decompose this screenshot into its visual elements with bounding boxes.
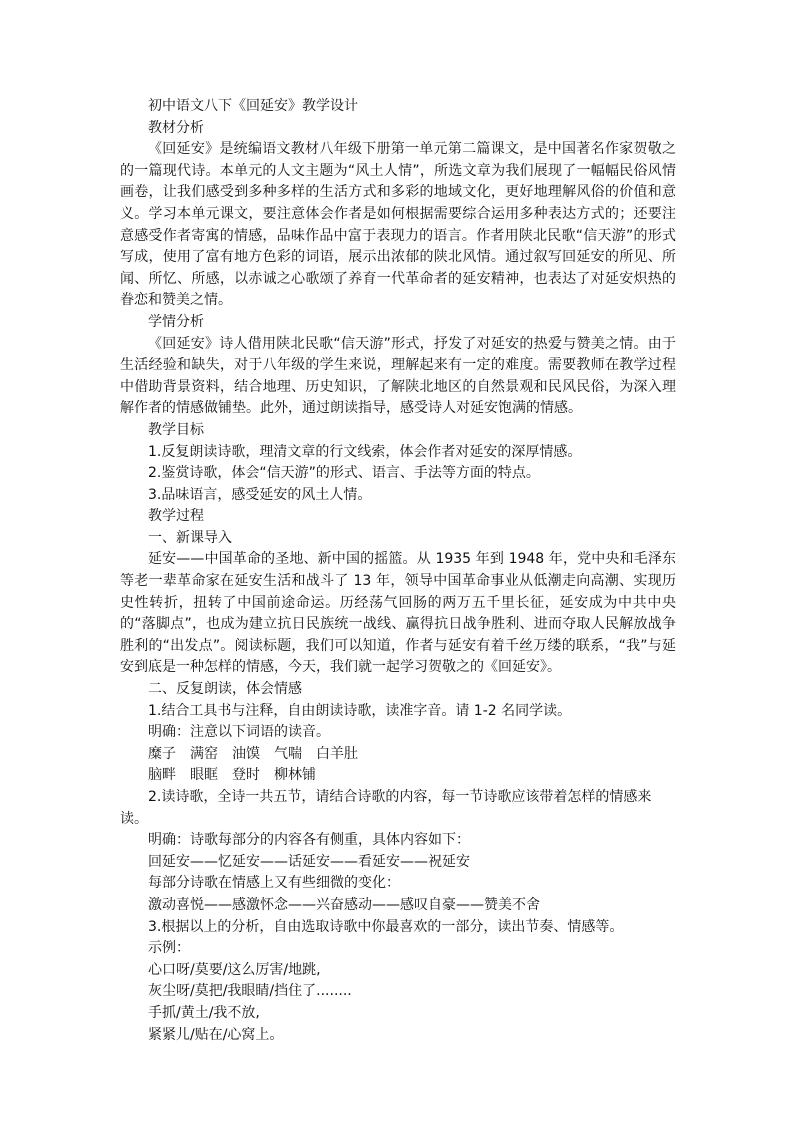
goal-item-2: 2.鉴赏诗歌，体会“信天游”的形式、语言、手法等方面的特点。	[148, 465, 540, 482]
word-list-row-1	[120, 744, 676, 766]
poem-line-4: 紧紧儿/贴在/心窝上。	[148, 1026, 284, 1043]
emotion-sequence: 激动喜悦——感激怀念——兴奋感动——感叹自豪——赞美不舍	[148, 896, 540, 913]
section-heading-material: 教材分析	[148, 119, 204, 136]
word-item: 登时	[232, 767, 260, 784]
word-list-row-2	[120, 765, 676, 787]
word-item: 糜子	[148, 745, 176, 762]
word-item: 眼眶	[190, 767, 218, 784]
part-heading-intro: 一、新课导入	[148, 529, 232, 546]
example-label: 示例：	[148, 940, 190, 957]
goal-item-3: 3.品味语言，感受延安的风土人情。	[148, 486, 372, 503]
sequence-line: 回延安——忆延安——话延安——看延安——祝延安	[148, 853, 470, 870]
clarify-1: 明确：注意以下词语的读音。	[148, 724, 330, 741]
poem-line-1: 心口呀/莫要/这么厉害/地跳,	[148, 961, 321, 978]
word-item: 气喘	[274, 745, 302, 762]
document-page	[120, 96, 676, 1046]
emotion-intro: 每部分诗歌在情感上又有些细微的变化：	[148, 875, 400, 892]
paragraph-student-analysis: 《回延安》诗人借用陕北民歌“信天游”形式，抒发了对延安的热爱与赞美之情。由于生活经验和缺失，对于八年级的学生来说，理解起来有一定的难度。需要教师在教学过程中借助背景资料，结合地理、历史知识，了解陕北地区的自然景观和民风民俗，为深入理解作者的情感做铺垫。此外，通过朗读指导，感受诗人对延安饱满的情感。	[120, 335, 676, 417]
word-item: 满窑	[190, 745, 218, 762]
step-2: 2.读诗歌，全诗一共五节，请结合诗歌的内容，每一节诗歌应该带着怎样的情感来读。	[120, 789, 652, 827]
paragraph-material-analysis: 《回延安》是统编语文教材八年级下册第一单元第二篇课文，是中国著名作家贺敬之的一篇现代诗。本单元的人文主题为“风土人情”，所选文章为我们展现了一幅幅民俗风情画卷，让我们感受到多种多样的生活方式和多彩的地域文化，更好地理解风俗的价值和意义。学习本单元课文，要注意体会作者是如何根据需要综合运用多种表达方式的；还要注意感受作者寄寓的情感，品味作品中富于表现力的语言。作者用陕北民歌“信天游”的形式写成，使用了富有地方色彩的词语，展示出浓郁的陕北风情。通过叙写回延安的所见、所闻、所忆、所感，以赤诚之心歌颂了养育一代革命者的延安精神，也表达了对延安炽热的眷恋和赞美之情。	[120, 141, 676, 309]
poem-line-3: 手抓/黄土/我不放,	[148, 1004, 260, 1021]
section-heading-students: 学情分析	[148, 313, 204, 330]
section-heading-process: 教学过程	[148, 508, 204, 525]
document-title: 初中语文八下《回延安》教学设计	[148, 98, 358, 114]
clarify-2: 明确：诗歌每部分的内容各有侧重，具体内容如下：	[148, 832, 470, 849]
poem-line-2: 灰尘呀/莫把/我眼睛/挡住了........	[148, 983, 352, 1000]
goal-item-1: 1.反复朗读诗歌，理清文章的行文线索，体会作者对延安的深厚情感。	[148, 443, 582, 460]
word-item: 白羊肚	[316, 745, 358, 762]
step-1: 1.结合工具书与注释，自由朗读诗歌，读准字音。请 1-2 名同学读。	[148, 702, 572, 719]
word-item: 柳林铺	[274, 767, 316, 784]
word-item: 油馍	[232, 745, 260, 762]
part-heading-reading: 二、反复朗读，体会情感	[148, 681, 302, 698]
word-item: 脑畔	[148, 767, 176, 784]
section-heading-goals: 教学目标	[148, 421, 204, 438]
step-3: 3.根据以上的分析，自由选取诗歌中你最喜欢的一部分，读出节奏、情感等。	[148, 918, 624, 935]
paragraph-intro: 延安——中国革命的圣地、新中国的摇篮。从 1935 年到 1948 年，党中央和毛泽东等老一辈革命家在延安生活和战斗了 13 年，领导中国革命事业从低潮走向高潮、实现历史性转折，扭转了中国前途命运。历经荡气回肠的两万五千里长征，延安成为中共中央的“落脚点”，也成为建立抗日民族统一战线、赢得抗日战争胜利、进而夺取人民解放战争胜利的“出发点”。阅读标题，我们可以知道，作者与延安有着千丝万缕的联系，“我”与延安到底是一种怎样的情感，今天，我们就一起学习贺敬之的《回延安》。	[120, 551, 676, 676]
